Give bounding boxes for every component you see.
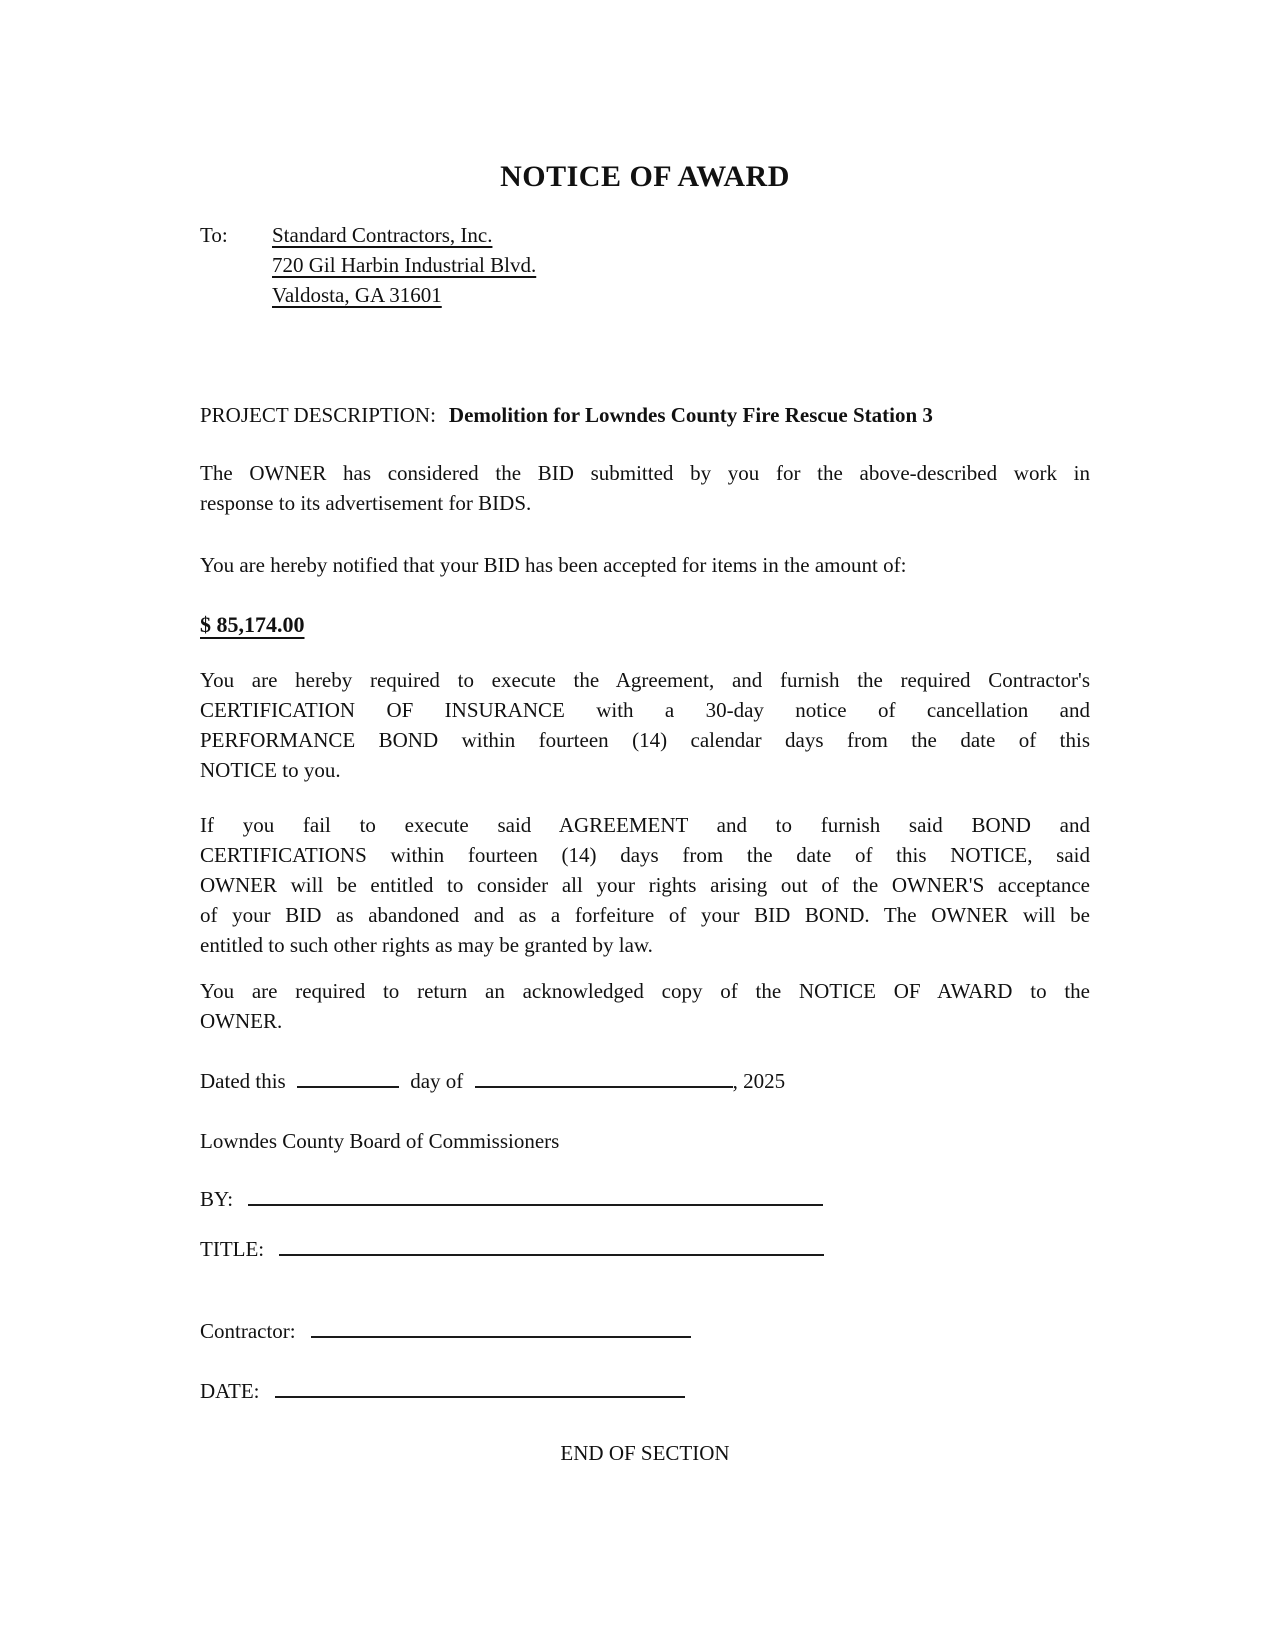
dated-suffix: , 2025 xyxy=(732,1069,786,1093)
dated-month-blank xyxy=(475,1066,733,1088)
title-signature-line xyxy=(200,1234,1090,1264)
board-name-line: Lowndes County Board of Commissioners xyxy=(200,1129,560,1153)
end-of-section-label: END OF SECTION xyxy=(560,1441,730,1465)
recipient-address xyxy=(272,220,536,310)
title-signature-blank xyxy=(279,1234,824,1256)
date-signature-blank xyxy=(275,1376,685,1398)
contractor-signature-blank xyxy=(311,1316,691,1338)
paragraph-line: of your BID as abandoned and as a forfeiture of your BID BOND. The OWNER will be xyxy=(200,903,1090,927)
paragraph-line: If you fail to execute said AGREEMENT and to furnish said BOND and xyxy=(200,813,1090,837)
bid-amount: $ 85,174.00 xyxy=(200,612,305,637)
recipient-block xyxy=(200,220,1090,310)
paragraph-line: CERTIFICATIONS within fourteen (14) days from the date of this NOTICE, said xyxy=(200,843,1090,867)
title-label: TITLE: xyxy=(200,1237,265,1261)
paragraph-line: CERTIFICATION OF INSURANCE with a 30-day notice of cancellation and xyxy=(200,698,1090,722)
recipient-label: To: xyxy=(200,223,228,247)
page-title: NOTICE OF AWARD xyxy=(500,160,790,193)
paragraph-execute-agreement xyxy=(200,665,1090,785)
project-description-label: PROJECT DESCRIPTION: xyxy=(200,403,436,427)
dated-prefix: Dated this xyxy=(200,1069,286,1093)
by-label: BY: xyxy=(200,1187,234,1211)
recipient-city: Valdosta, GA 31601 xyxy=(272,283,442,307)
paragraph-line: PERFORMANCE BOND within fourteen (14) calendar days from the date of this xyxy=(200,728,1090,752)
paragraph-line: You are required to return an acknowledged copy of the NOTICE OF AWARD to the xyxy=(200,979,1090,1003)
paragraph-line: entitled to such other rights as may be granted by law. xyxy=(200,933,653,957)
contractor-label: Contractor: xyxy=(200,1319,296,1343)
by-signature-blank xyxy=(248,1184,823,1206)
by-signature-line xyxy=(200,1184,1090,1214)
paragraph-return-copy xyxy=(200,976,1090,1036)
dated-day-blank xyxy=(297,1066,399,1088)
paragraph-fail-to-execute xyxy=(200,810,1090,960)
recipient-name: Standard Contractors, Inc. xyxy=(272,223,493,247)
paragraph-line: The OWNER has considered the BID submitted by you for the above-described work in xyxy=(200,461,1090,485)
paragraph-line: response to its advertisement for BIDS. xyxy=(200,491,532,515)
paragraph-line: OWNER will be entitled to consider all your rights arising out of the OWNER'S acceptance xyxy=(200,873,1090,897)
dated-middle: day of xyxy=(410,1069,464,1093)
paragraph-line: NOTICE to you. xyxy=(200,758,341,782)
dated-line xyxy=(200,1066,1090,1096)
date-label: DATE: xyxy=(200,1379,260,1403)
paragraph-line: You are hereby required to execute the Agreement, and furnish the required Contractor's xyxy=(200,668,1090,692)
paragraph-line: OWNER. xyxy=(200,1009,283,1033)
project-description-line xyxy=(200,400,1090,430)
recipient-street: 720 Gil Harbin Industrial Blvd. xyxy=(272,253,537,277)
bid-amount-line xyxy=(200,610,1090,640)
paragraph-bid-considered xyxy=(200,458,1090,518)
contractor-signature-line xyxy=(200,1316,1090,1346)
paragraph-bid-accepted xyxy=(200,550,1090,580)
paragraph-line: You are hereby notified that your BID has been accepted for items in the amount of: xyxy=(200,553,907,577)
date-signature-line xyxy=(200,1376,1090,1406)
project-name: Demolition for Lowndes County Fire Rescue Station 3 xyxy=(448,403,933,427)
